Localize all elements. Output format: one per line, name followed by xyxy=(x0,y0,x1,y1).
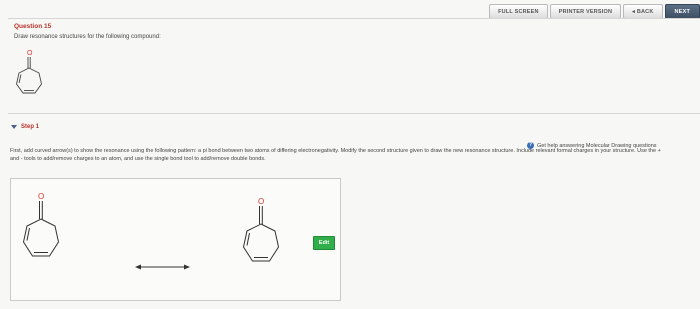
ring-structure-1 xyxy=(24,219,59,256)
resonance-drawing xyxy=(11,179,340,300)
help-link-text: Get help answering Molecular Drawing questions xyxy=(537,142,657,149)
ring-double-bond xyxy=(247,233,250,246)
ring-double-bond xyxy=(19,75,21,84)
next-button[interactable]: NEXT xyxy=(665,4,700,19)
back-button[interactable]: ◂ BACK xyxy=(623,4,662,19)
help-icon: ? xyxy=(528,142,533,148)
question-title: Question 15 xyxy=(14,23,52,30)
step-title: Step 1 xyxy=(21,124,40,130)
divider xyxy=(8,18,700,19)
ring-double-bond xyxy=(27,228,30,241)
drawing-area[interactable] xyxy=(10,178,341,301)
divider xyxy=(8,113,700,114)
oxygen-atom-label: O xyxy=(258,197,265,206)
printer-version-button[interactable]: PRINTER VERSION xyxy=(550,4,621,19)
edit-button[interactable]: Edit xyxy=(313,236,335,250)
question-molecule-image xyxy=(13,48,49,108)
top-nav xyxy=(489,4,700,19)
oxygen-atom-label: O xyxy=(27,50,33,57)
ring xyxy=(17,68,42,93)
full-screen-button[interactable]: FULL SCREEN xyxy=(489,4,548,19)
question-prompt: Draw resonance structures for the following compound: xyxy=(14,34,161,40)
oxygen-atom-label: O xyxy=(38,192,45,201)
step-toggle[interactable] xyxy=(11,124,39,130)
arrow-head-right xyxy=(184,265,190,270)
arrow-head-left xyxy=(135,265,141,270)
triangle-down-icon xyxy=(11,125,17,129)
step-instructions: First, add curved arrow(s) to show the resonance using the following pattern: a pi bond between two atoms of differing electronegativity. Modify the second structure given to draw the new resonance structure. Include relevant formal charges in your structure. Use the + and - tools to add/remove charges to an atom, and use the single bond tool to add/remove double bonds. xyxy=(10,148,661,162)
ring-structure-2 xyxy=(244,224,279,261)
